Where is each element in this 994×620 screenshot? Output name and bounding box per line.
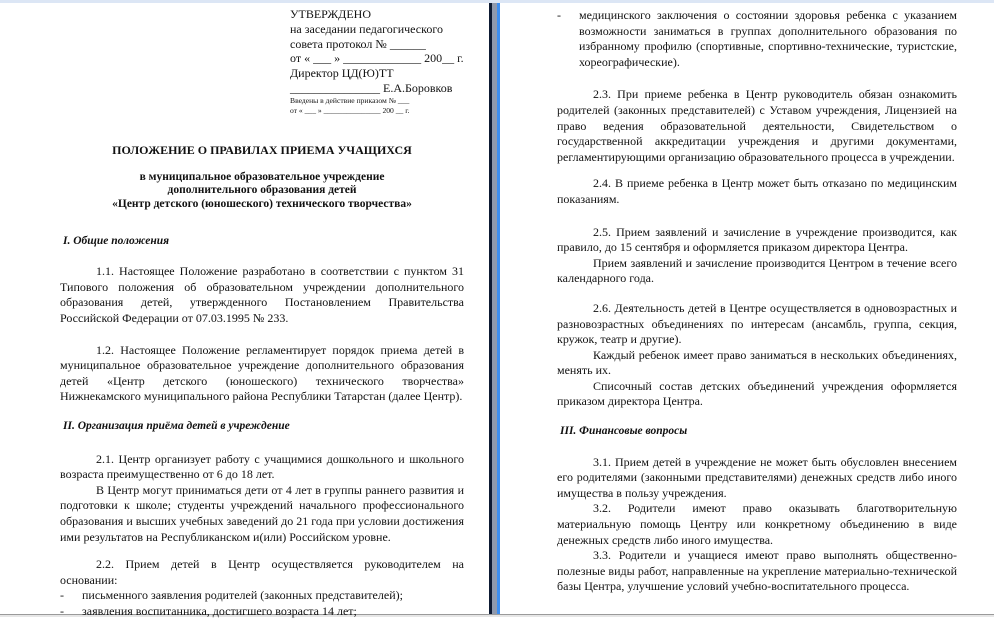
list-item: - письменного заявления родителей (законных представителей); [60,588,403,603]
paragraph-2-4: 2.4. В приеме ребенка в Центр может быть отказано по медицинским показаниям. [557,176,957,206]
approval-line: Директор ЦД(Ю)ТТ [290,66,394,81]
right-page [557,8,957,595]
approval-small-line: Введены в действие приказом № ___ [290,95,410,105]
paragraph-3-3: 3.3. Родители и учащиеся имеют право выполнять общественно-полезные виды работ, направленные на укрепление материально-технической базы Центра, улучшение условий учебно-воспитательного процесса. [557,548,957,594]
paragraph-2-1: 2.1. Центр организует работу с учащимися дошкольного и школьного возраста преимущественно от 6 до 18 лет. [60,451,464,482]
section-heading-2: II. Организация приёма детей в учреждение [63,420,290,433]
paragraph-2-6: 2.6. Деятельность детей в Центре осуществляется в одновозрастных и разновозрастных объединениях по интересам (ансамбль, группа, секция, кружок, театр и другие). [557,300,957,347]
section-heading-1: I. Общие положения [63,234,170,247]
approval-small-line: от « ___ » _______________ 200 __ г. [290,105,410,115]
list-item: - медицинского заключения о состоянии здоровья ребенка с указанием возможности заниматься в группах дополнительного образования по избранному профилю (спортивные, спортивно-технические, туристские, хореографические). [557,8,957,69]
paragraph-2-2: 2.2. Прием детей в Центр осуществляется руководителем на основании: [60,557,464,587]
approval-line: от « ___ » _____________ 200__ г. [290,51,464,66]
paragraph-3-1: 3.1. Прием детей в учреждение не может быть обусловлен внесением его родителями (законными представителями) денежных средств либо иного имущества в пользу учреждения. [557,454,957,500]
approval-line: _______________ Е.А.Боровков [290,80,453,95]
paragraph-1-2: 1.2. Настоящее Положение регламентирует порядок приема детей в муниципальное образовательное учреждение дополнительного образования детей «Центр детского (юношеского) технического творчества» Нижнекамского муниципального района Республики Татарстан (далее Центр). [60,342,464,404]
paragraph-2-3: 2.3. При приеме ребенка в Центр руководитель обязан ознакомить родителей (законных представителей) с Уставом учреждения, Лицензией на право ведения образовательной деятельности, Свидетельством о государственной аккредитации учреждения и другими документами, регламентирующими организацию образовательного процесса в учреждении. [557,87,957,164]
approval-line: на заседании педагогического [290,21,443,36]
subtitle-line: дополнительного образования детей [167,184,357,197]
subtitle-line: в муниципальное образовательное учреждение [139,170,385,183]
document-subtitle [60,171,464,212]
subtitle-line: «Центр детского (юношеского) технического творчества» [112,198,412,210]
list-item: - заявления воспитанника, достигшего возраста 14 лет; [60,603,357,618]
bullet-continued [557,8,957,70]
approval-block [290,7,464,116]
section-heading-3: III. Финансовые вопросы [560,425,688,438]
paragraph-2-1b: В Центр могут приниматься дети от 4 лет в группы раннего развития и подготовки к школе; студенты учреждений начального профессионального образования и высших учебных заведений до 21 года при условии достижения ими результатов на Республиканском и(или) Российском уровне. [60,482,464,544]
paragraph-2-5b: Прием заявлений и зачисление производится Центром в течение всего календарного года. [557,255,957,286]
paragraph-2-6c: Списочный состав детских объединений учреждения оформляется приказом директора Центра. [557,378,957,409]
paragraph-2-5: 2.5. Прием заявлений и зачисление в учреждение производится, как правило, до 15 сентября и оформляется приказом директора Центра. [557,224,957,255]
approval-line: УТВЕРЖДЕНО [290,7,372,21]
paragraph-1-1: 1.1. Настоящее Положение разработано в соответствии с пунктом 31 Типового положения об образовательном учреждении дополнительного образования детей, утвержденного Постановлением Правительства Российской Федерации от 07.03.1995 № 233. [60,264,464,326]
page-divider [489,3,500,614]
left-page [60,143,464,620]
approval-line: совета протокол № ______ [290,36,426,51]
paragraph-3-2: 3.2. Родители имеют право оказывать благотворительную материальную помощь Центру или конкретному объединению в виде денежных средств либо иного имущества. [557,501,957,547]
paragraph-2-6b: Каждый ребенок имеет право заниматься в нескольких объединениях, менять их. [557,347,957,378]
document-title: ПОЛОЖЕНИЕ О ПРАВИЛАХ ПРИЕМА УЧАЩИХСЯ [112,143,412,157]
bullet-list [60,588,464,619]
